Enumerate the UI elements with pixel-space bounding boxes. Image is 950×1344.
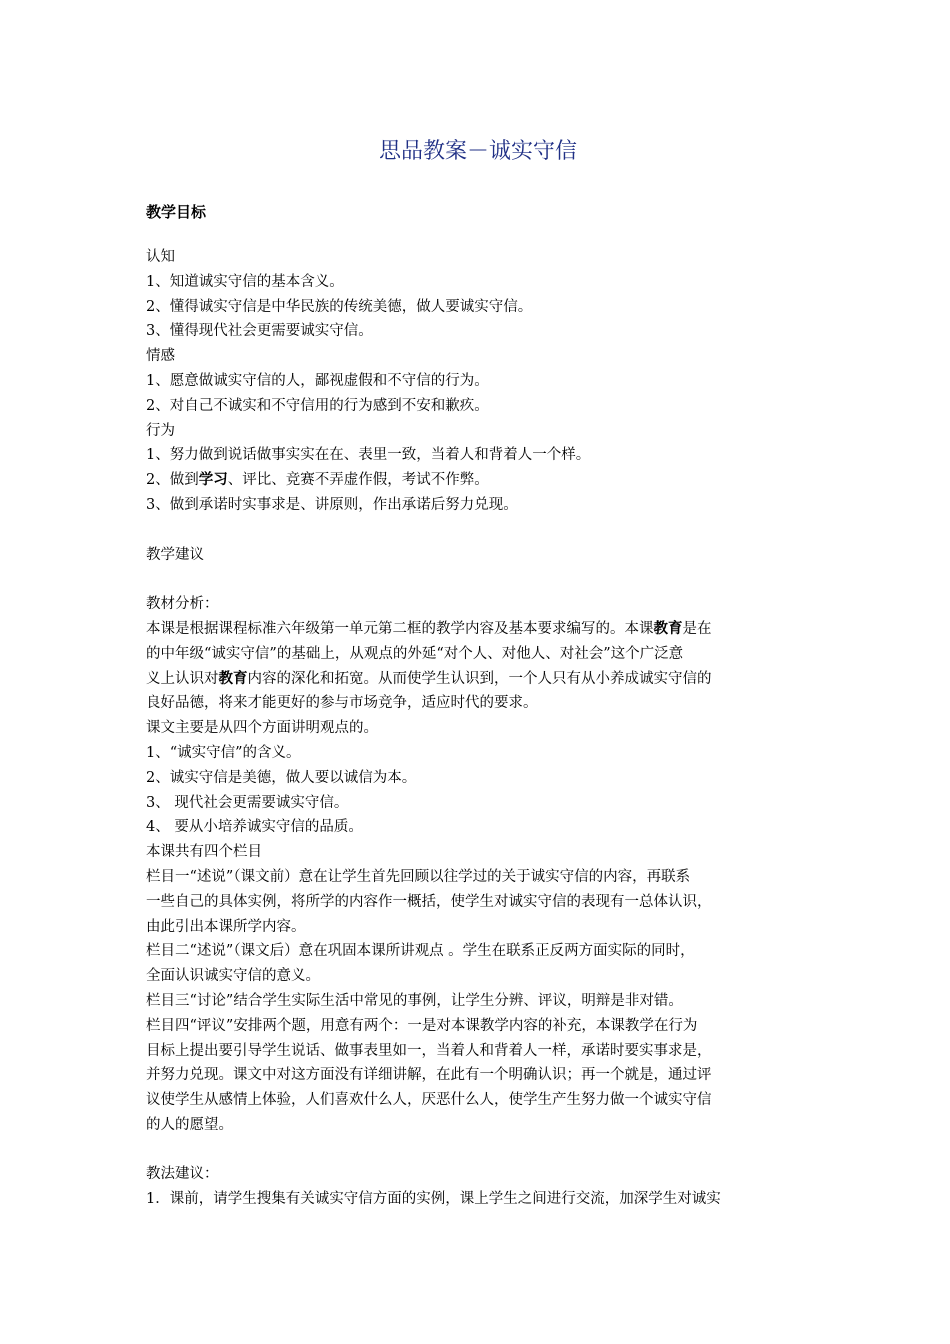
paragraph-line: 并努力兑现。课文中对这方面没有详细讲解，在此有一个明确认识；再一个就是，通过评: [146, 1067, 712, 1084]
spacer: [146, 567, 810, 592]
list-item: 3、 现代社会更需要诚实守信。: [146, 794, 349, 811]
list-item: 3、做到承诺时实事求是、讲原则，作出承诺后努力兑现。: [146, 496, 518, 513]
list-item: 1、愿意做诚实守信的人，鄙视虚假和不守信的行为。: [146, 372, 489, 389]
subheading-cognition: 认知: [146, 249, 175, 265]
paragraph-line: 的中年级“诚实守信”的基础上，从观点的外延“对个人、对他人、对社会”这个广泛意: [146, 645, 684, 662]
list-item: 4、 要从小培养诚实守信的品质。: [146, 819, 363, 836]
subheading-method: 教法建议：: [146, 1166, 219, 1183]
paragraph-line: 一些自己的具体实例，将所学的内容作一概括，使学生对诚实守信的表现有一总体认识，: [146, 893, 712, 910]
paragraph-line: 目标上提出要引导学生说话、做事表里如一，当着人和背着人一样，承诺时要实事求是，: [146, 1042, 712, 1059]
paragraph-line: 由此引出本课所学内容。: [146, 918, 306, 935]
paragraph-line: 1．课前，请学生搜集有关诚实守信方面的实例，课上学生之间进行交流，加深学生对诚实: [146, 1191, 721, 1208]
keyword-link: 学习: [198, 472, 228, 489]
list-item: [146, 468, 810, 493]
list-item: 1、“诚实守信”的含义。: [146, 744, 301, 761]
document-title: 思品教案－诚实守信: [378, 139, 577, 164]
text-run: 2、做到: [146, 472, 199, 489]
section-heading-suggestions: 教学建议: [146, 546, 204, 563]
paragraph-line: [146, 667, 810, 692]
subheading-emotion: 情感: [146, 348, 175, 365]
keyword-link: 教育: [653, 620, 683, 637]
paragraph-line: 议使学生从感情上体验，人们喜欢什么人，厌恶什么人，使学生产生努力做一个诚实守信: [146, 1092, 712, 1109]
spacer: [146, 518, 810, 543]
paragraph-line: 本课共有四个栏目: [146, 844, 262, 861]
list-item: 3、懂得现代社会更需要诚实守信。: [146, 323, 373, 340]
paragraph-line: 栏目三“讨论”结合学生实际生活中常见的事例，让学生分辨、评议，明辩是非对错。: [146, 992, 683, 1009]
text-run: 本课是根据课程标准六年级第一单元第二框的教学内容及基本要求编写的。本课: [146, 620, 654, 637]
paragraph-line: 栏目一“述说”（课文前）意在让学生首先回顾以往学过的关于诚实守信的内容，再联系: [146, 868, 691, 885]
list-item: 1、知道诚实守信的基本含义。: [146, 273, 344, 290]
paragraph-line: 良好品德，将来才能更好的参与市场竞争，适应时代的要求。: [146, 695, 538, 712]
spacer: [146, 1138, 810, 1163]
text-run: 义上认识对: [146, 670, 219, 687]
section-heading-goals: 教学目标: [146, 203, 207, 221]
paragraph-line: 课文主要是从四个方面讲明观点的。: [146, 720, 378, 737]
list-item: 2、对自己不诚实和不守信用的行为感到不安和歉疚。: [146, 397, 489, 414]
text-run: 是在: [682, 620, 712, 637]
text-run: 、评比、竞赛不弄虚作假，考试不作弊。: [227, 472, 489, 489]
paragraph-line: 全面认识诚实守信的意义。: [146, 968, 320, 985]
paragraph-line: 栏目二“述说”（课文后）意在巩固本课所讲观点 。学生在联系正反两方面实际的同时，: [146, 943, 695, 960]
paragraph-line: 的人的愿望。: [146, 1116, 233, 1133]
paragraph-line: 栏目四“评议”安排两个题，用意有两个：一是对本课教学内容的补充，本课教学在行为: [146, 1017, 698, 1034]
subheading-behavior: 行为: [146, 422, 175, 439]
paragraph-line: [146, 617, 810, 642]
document-body: [146, 245, 810, 1212]
list-item: 2、诚实守信是美德，做人要以诚信为本。: [146, 769, 417, 786]
keyword-link: 教育: [218, 670, 248, 687]
text-run: 内容的深化和拓宽。从而使学生认识到，一个人只有从小养成诚实守信的: [247, 670, 712, 687]
list-item: 1、努力做到说话做事实实在在、表里一致，当着人和背着人一个样。: [146, 447, 591, 464]
list-item: 2、懂得诚实守信是中华民族的传统美德，做人要诚实守信。: [146, 298, 533, 315]
subheading-analysis: 教材分析：: [146, 596, 219, 613]
